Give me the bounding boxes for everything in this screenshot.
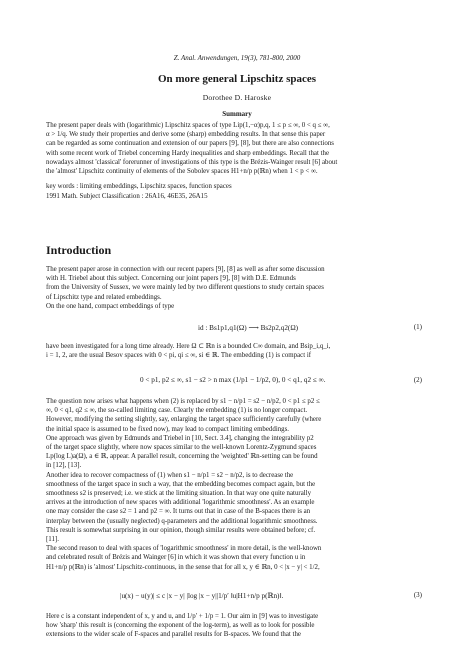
summary-line: The present paper deals with (logarithmic) Lipschitz spaces of type Lip(1,−α)p,q, 1 ≤ p ≤ ∞, 0 < q ≤ ∞, bbox=[46, 122, 330, 129]
equation-2: 0 < p1, p2 ≤ ∞, s1 − s2 > n max (1/p1 − 1/p2, 0), 0 < q1, q2 ≤ ∞. bbox=[140, 376, 326, 384]
paper-author: Dorothee D. Haroske bbox=[202, 93, 272, 102]
summary-line: can be regarded as some continuation and extension of our papers [9], [8], but there are also connections bbox=[46, 140, 334, 148]
text-line: This result is somewhat surprising in our opinion, though similar results were obtained before; cf. bbox=[46, 526, 316, 534]
text-line: smoothness s2 is preserved; i.e. we stick at the limiting situation. In that way one quite naturally bbox=[46, 490, 312, 498]
equation-2-number: (2) bbox=[413, 376, 422, 384]
journal-reference: Z. Anal. Anwendungen, 19(3), 781-800, 2000 bbox=[173, 54, 301, 62]
text-line: in [12], [13]. bbox=[46, 462, 82, 470]
text-line: The question now arises what happens when (2) is replaced by s1 − n/p1 = s2 − n/p2, 0 < p1 ≤ p2 ≤ bbox=[46, 398, 320, 405]
intro-line: On the one hand, compact embeddings of type bbox=[46, 302, 175, 310]
summary-heading: Summary bbox=[222, 110, 252, 118]
intro-line: with H. Triebel about this subject. Concerning our joint papers [9], [8] with D.E. Edmunds bbox=[46, 275, 296, 283]
equation-3-number: (3) bbox=[413, 591, 422, 599]
text-line: Here c is a constant independent of x, y and u, and 1/p′ + 1/p = 1. Our aim in [9] was to investigate bbox=[46, 613, 319, 620]
summary-line: with some recent work of Triebel concerning Hardy inequalities and sharp embeddings. Recall that the bbox=[46, 149, 330, 157]
text-line: and celebrated result of Brézis and Wainger [6] in which it was shown that every function u in bbox=[46, 554, 306, 562]
intro-line: of Lipschitz type and related embeddings. bbox=[46, 293, 162, 301]
summary-paragraph bbox=[46, 121, 426, 176]
text-line: Another idea to recover compactness of (1) when s1 − n/p1 = s2 − n/p2, is to decrease the bbox=[46, 471, 294, 479]
paragraph-after-eq1 bbox=[46, 342, 426, 360]
intro-paragraph bbox=[46, 265, 426, 311]
text-line: One approach was given by Edmunds and Triebel in [10, Sect. 3.4], changing the integrability p2 bbox=[46, 434, 314, 442]
text-line: extensions to the wider scale of F-spaces and parallel results for B-spaces. We found that the bbox=[46, 631, 301, 639]
intro-line: The present paper arose in connection with our recent papers [9], [8] as well as after some discussion bbox=[46, 266, 325, 273]
text-line: arrives at the introduction of new spaces with additional 'logarithmic smoothness'. As an example bbox=[46, 499, 315, 507]
text-line: have been investigated for a long time already. Here Ω ⊂ ℝn is a bounded C∞ domain, and Bsip_i,q_i, bbox=[46, 343, 331, 350]
summary-line: nowadays almost 'classical' forerunner of investigations of this type is the Brézis-Wainger result [6] about bbox=[46, 158, 338, 166]
keywords-line: key words : limiting embeddings, Lipschitz spaces, function spaces bbox=[46, 183, 232, 190]
paragraph-after-eq2 bbox=[46, 397, 426, 572]
text-line: of the target space slightly, where now spaces similar to the well-known Lorentz-Zygmund spaces bbox=[46, 444, 317, 452]
intro-line: from the University of Sussex, we were mainly led by two different questions to study certain spaces bbox=[46, 284, 324, 292]
text-line: However, modifying the setting slightly, say, enlarging the target space sufficiently carefully (where bbox=[46, 416, 322, 424]
text-line: [11]. bbox=[46, 536, 59, 544]
summary-line: the 'almost' Lipschitz continuity of elements of the Sobolev spaces H1+n/p p(ℝn) when 1 < p < ∞. bbox=[46, 168, 318, 176]
text-line: how 'sharp' this result is (concerning the exponent of the log-term), as well as to look for possible bbox=[46, 622, 315, 630]
text-line: ∞, 0 < q1, q2 ≤ ∞, the so-called limiting case. Clearly the embedding (1) is no longer compact. bbox=[46, 407, 308, 415]
text-line: the initial space is assumed to be fixed now), may lead to compact limiting embeddings. bbox=[46, 425, 290, 433]
text-line: smoothness of the target space in such a way, that the embedding becomes compact again, but the bbox=[46, 480, 316, 488]
section-heading: Introduction bbox=[46, 243, 112, 257]
text-line: The second reason to deal with spaces of 'logarithmic smoothness' in more detail, is the well-known bbox=[46, 545, 322, 553]
text-line: one may consider the case s2 = 1 and p2 = ∞. It turns out that in case of the B-spaces there is an bbox=[46, 508, 311, 516]
paragraph-after-eq3 bbox=[46, 612, 426, 640]
text-line: i = 1, 2, are the usual Besov spaces with 0 < pi, qi ≤ ∞, si ∈ ℝ. The embedding (1) is compact if bbox=[46, 352, 312, 360]
text-line: H1+n/p p(ℝn) is 'almost' Lipschitz-continuous, in the sense that for all x, y ∈ ℝn, 0 < |x − y| < 1/2, bbox=[46, 563, 320, 571]
paper-title: On more general Lipschitz spaces bbox=[157, 73, 317, 85]
equation-3: |u(x) − u(y)| ≤ c |x − y| |log |x − y||1/p′ ‖u|H1+n/p p(ℝn)‖. bbox=[120, 592, 284, 600]
equation-1-number: (1) bbox=[413, 323, 422, 331]
text-line: interplay between the (usually neglected) q-parameters and the additional logarithmic smoothness. bbox=[46, 517, 318, 525]
msc-line: 1991 Math. Subject Classification : 26A16, 46E35, 26A15 bbox=[46, 193, 208, 200]
equation-1: id : Bs1p1,q1(Ω) ⟶ Bs2p2,q2(Ω) bbox=[198, 324, 299, 332]
text-line: Lp(log L)a(Ω), a ∈ ℝ, appear. A parallel result, concerning the 'weighted' ℝn-setting can be found bbox=[46, 453, 318, 461]
summary-line: α > 1/q. We study their properties and derive some (sharp) embedding results. In that sense this paper bbox=[46, 131, 326, 139]
